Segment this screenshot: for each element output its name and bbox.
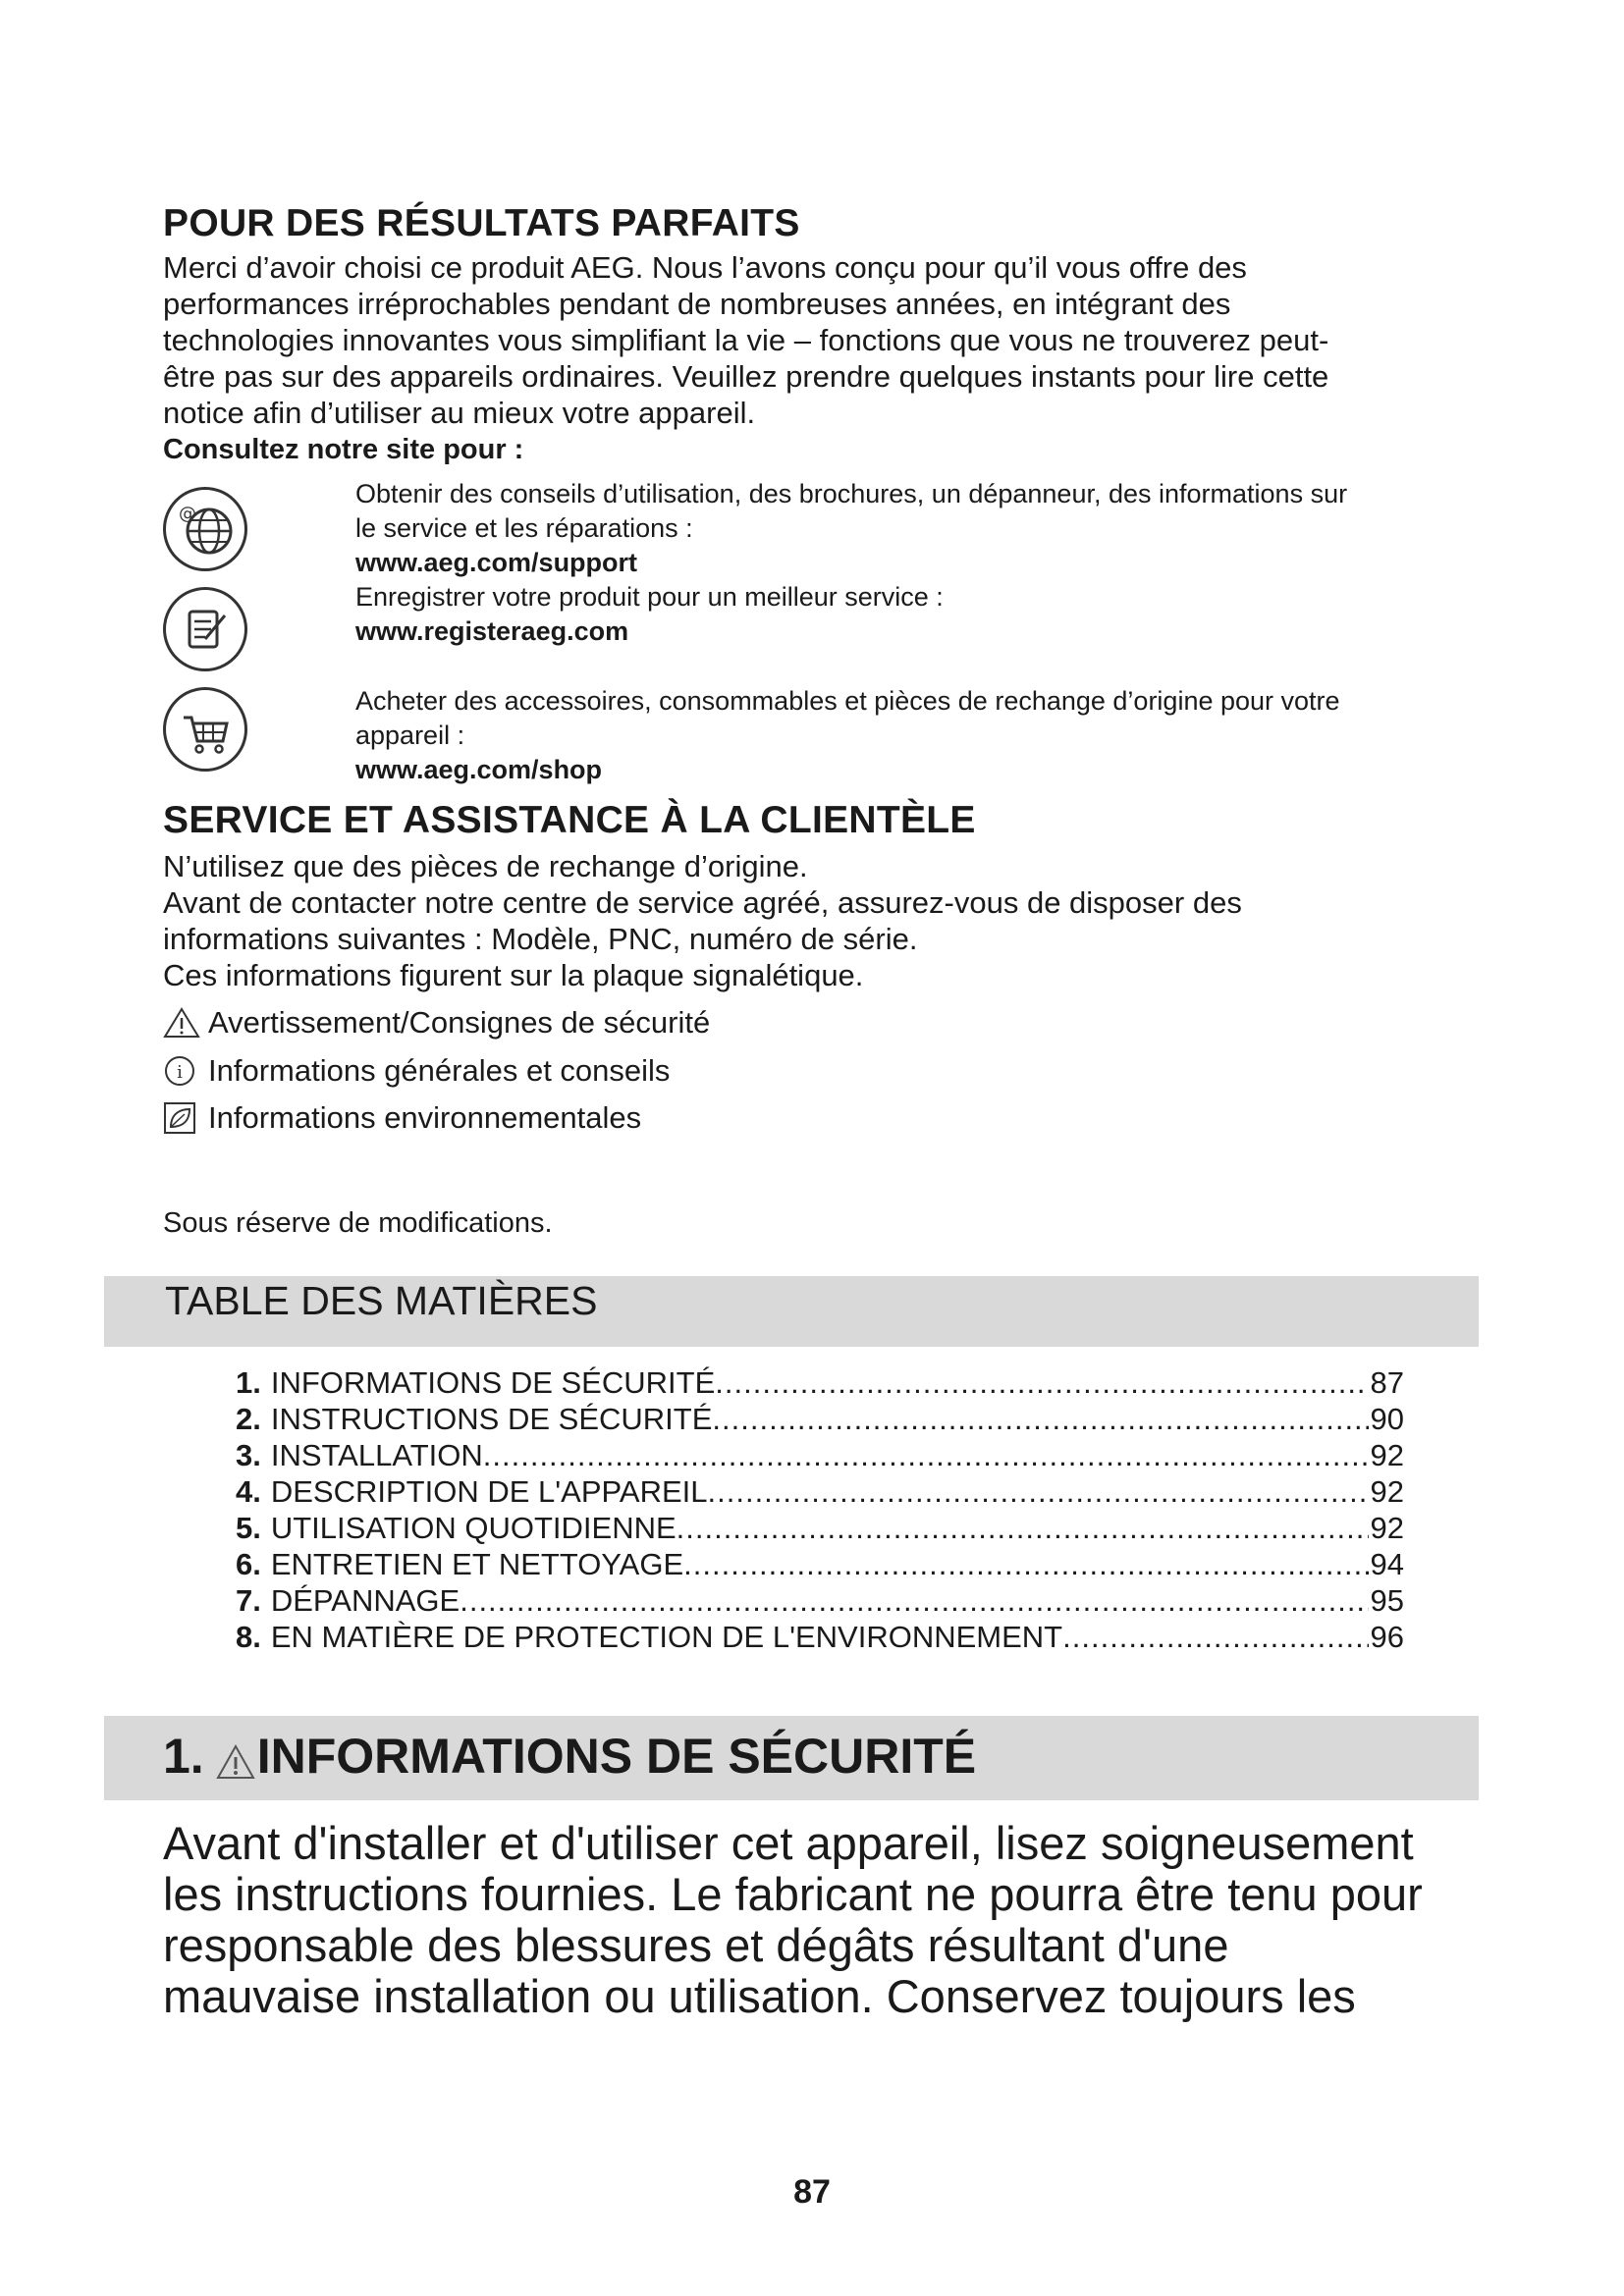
toc-entry[interactable] [236,1474,1404,1511]
toc-leader-dots [683,1547,1368,1582]
register-link[interactable]: www.registeraeg.com [355,616,629,646]
toc-entry-title: INSTALLATION [270,1438,483,1472]
service-line: Avant de contacter notre centre de service agréé, assurez-vous de disposer des [163,885,1242,920]
intro-line: performances irréprochables pendant de nombreuses années, en intégrant des [163,287,1231,321]
toc-entry[interactable] [236,1511,1404,1547]
info-icon [163,1054,196,1088]
svg-text:i: i [177,1062,183,1083]
service-line: Ces informations figurent sur la plaque signalétique. [163,958,864,992]
toc-entry-title: DESCRIPTION DE L'APPAREIL [270,1474,708,1509]
toc-entry-page: 87 [1370,1365,1404,1400]
legend-label: Informations générales et conseils [208,1053,671,1088]
section-number: 1. [163,1729,204,1784]
toc-leader-dots [708,1474,1369,1510]
service-line: N’utilisez que des pièces de rechange d’origine. [163,849,808,883]
site-item-register [355,580,1475,649]
section-intro-paragraph [163,1818,1498,2022]
intro-line: Merci d’avoir choisi ce produit AEG. Nous l’avons conçu pour qu’il vous offre des [163,250,1247,285]
toc-entry-title: INFORMATIONS DE SÉCURITÉ [270,1365,716,1400]
register-icon [163,587,247,671]
site-item-support [355,477,1475,580]
support-link[interactable]: www.aeg.com/support [355,548,638,577]
site-item-text: Enregistrer votre produit pour un meilleur service : [355,582,944,612]
toc-entry[interactable] [236,1402,1404,1438]
toc-entry[interactable] [236,1620,1404,1656]
site-item-text: appareil : [355,721,465,750]
shop-cart-icon [163,687,247,772]
toc-leader-dots [460,1583,1368,1619]
toc-entry-title: UTILISATION QUOTIDIENNE [270,1511,677,1545]
toc-entry-page: 94 [1370,1547,1404,1581]
toc-entry-number: 3. [236,1438,261,1472]
toc-entry-page: 95 [1370,1583,1404,1618]
section-title [163,1728,976,1785]
toc-leader-dots [1062,1620,1368,1655]
site-item-text: Obtenir des conseils d’utilisation, des brochures, un dépanneur, des informations sur [355,479,1348,508]
toc-leader-dots [483,1438,1369,1473]
intro-line: technologies innovantes vous simplifiant la vie – fonctions que vous ne trouverez peut- [163,323,1329,357]
shop-link[interactable]: www.aeg.com/shop [355,755,603,784]
toc-entry-number: 4. [236,1474,261,1509]
service-title: SERVICE ET ASSISTANCE À LA CLIENTÈLE [163,799,976,841]
toc-entry-title: DÉPANNAGE [270,1583,460,1618]
legend-label: Informations environnementales [208,1100,642,1135]
toc-entry-page: 92 [1370,1511,1404,1545]
intro-title: POUR DES RÉSULTATS PARFAITS [163,202,800,244]
toc-entry[interactable] [236,1583,1404,1620]
leaf-icon [163,1101,196,1135]
toc-leader-dots [677,1511,1369,1546]
toc-entry[interactable] [236,1365,1404,1402]
section-line: mauvaise installation ou utilisation. Conservez toujours les [163,1970,1356,2022]
section-title-text: INFORMATIONS DE SÉCURITÉ [256,1729,977,1784]
globe-icon [163,487,247,571]
legend-warning [163,1005,710,1041]
toc-entry-title: ENTRETIEN ET NETTOYAGE [270,1547,684,1581]
toc-entry-page: 90 [1370,1402,1404,1436]
modification-note: Sous réserve de modifications. [163,1207,553,1239]
toc-entry-number: 7. [236,1583,261,1618]
toc-entry-number: 8. [236,1620,261,1654]
section-line: responsable des blessures et dégâts résultant d'une [163,1919,1229,1971]
toc-entry-page: 92 [1370,1474,1404,1509]
toc-entry-number: 6. [236,1547,261,1581]
svg-text:@: @ [179,504,196,524]
toc-leader-dots [715,1365,1368,1401]
toc-entry-page: 92 [1370,1438,1404,1472]
legend-label: Avertissement/Consignes de sécurité [208,1005,711,1040]
service-paragraph [163,848,1469,993]
toc-entry-page: 96 [1370,1620,1404,1654]
site-item-text: Acheter des accessoires, consommables et pièces de rechange d’origine pour votre [355,686,1340,716]
toc-entry-number: 2. [236,1402,261,1436]
site-item-text: le service et les réparations : [355,513,693,543]
toc-entry-number: 1. [236,1365,261,1400]
intro-line: être pas sur des appareils ordinaires. Veuillez prendre quelques instants pour lire cette [163,359,1329,394]
toc-entry[interactable] [236,1438,1404,1474]
toc-entry-title: INSTRUCTIONS DE SÉCURITÉ [270,1402,713,1436]
consult-label: Consultez notre site pour : [163,434,524,465]
page-number: 87 [793,2173,831,2211]
toc-entry-number: 5. [236,1511,261,1545]
legend-environment [163,1100,641,1136]
section-line: Avant d'installer et d'utiliser cet appareil, lisez soigneusement [163,1817,1414,1869]
legend-info [163,1053,670,1089]
intro-line: notice afin d’utiliser au mieux votre appareil. [163,396,756,430]
site-item-shop [355,684,1475,787]
warning-icon [216,1736,255,1776]
intro-paragraph [163,249,1469,431]
section-line: les instructions fournies. Le fabricant ne pourra être tenu pour [163,1868,1423,1920]
table-of-contents [236,1365,1404,1656]
warning-icon [163,1006,196,1040]
toc-entry[interactable] [236,1547,1404,1583]
toc-entry-title: EN MATIÈRE DE PROTECTION DE L'ENVIRONNEMENT [270,1620,1063,1654]
toc-leader-dots [712,1402,1368,1437]
toc-title: TABLE DES MATIÈRES [165,1278,598,1323]
service-line: informations suivantes : Modèle, PNC, numéro de série. [163,922,918,956]
